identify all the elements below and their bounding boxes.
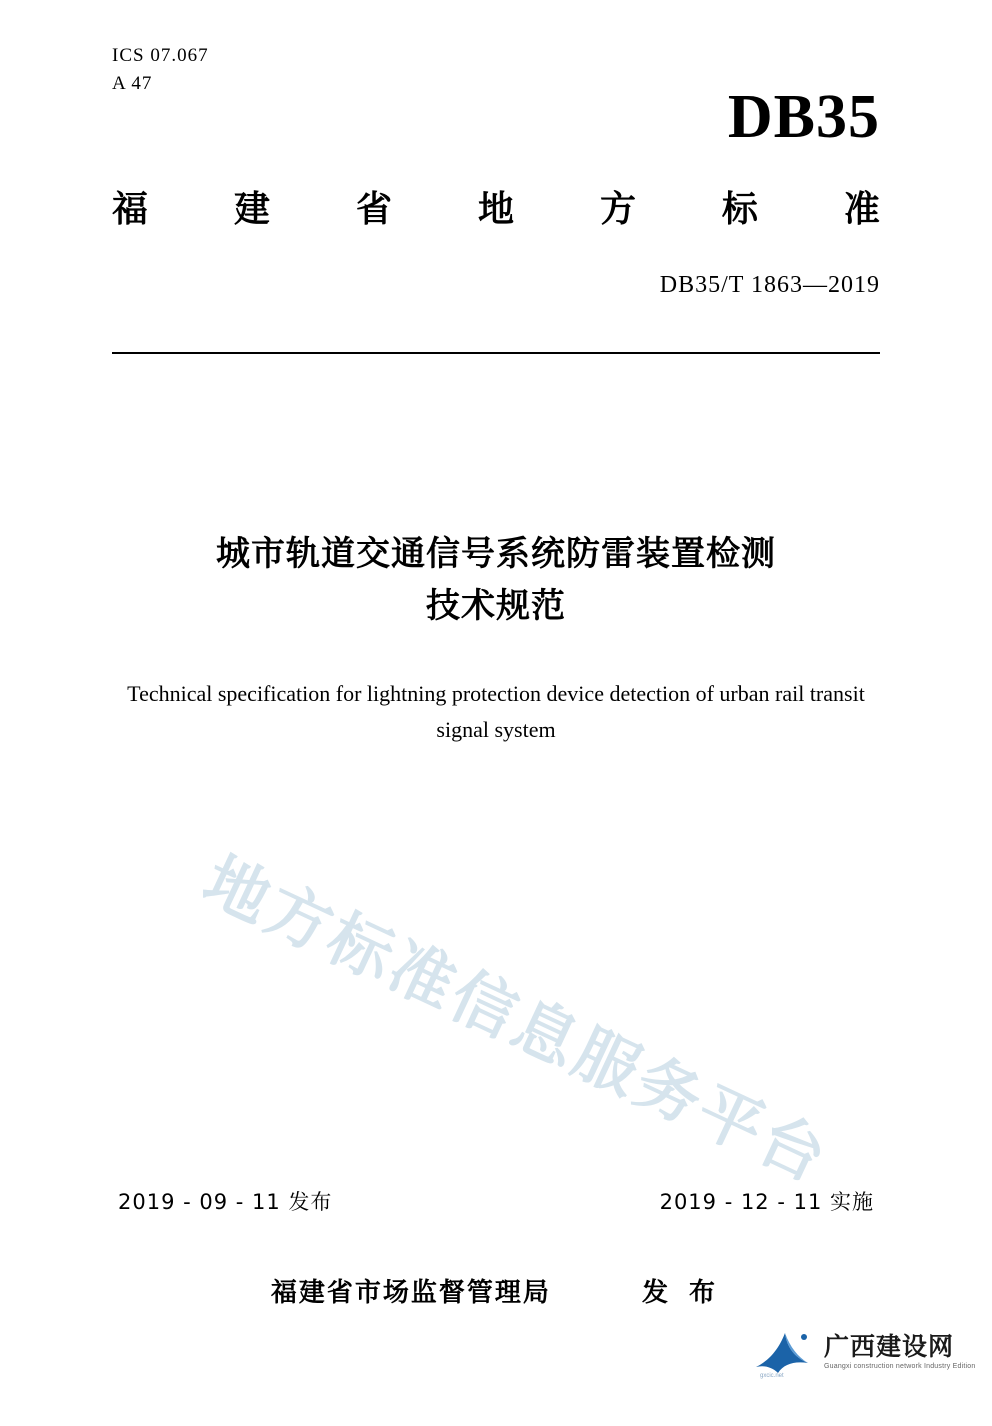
title-char-5: 标 bbox=[721, 189, 758, 230]
page-title-en-line2: signal system bbox=[436, 717, 556, 742]
page-title-cn-line1: 城市轨道交通信号系统防雷装置检测 bbox=[216, 534, 776, 574]
issue-label: 发 布 bbox=[642, 1278, 722, 1308]
standard-number: DB35/T 1863—2019 bbox=[659, 272, 880, 298]
title-char-3: 地 bbox=[477, 189, 514, 230]
ics-code: ICS 07.067 bbox=[112, 45, 209, 66]
corner-logo-cn: 广西建设网 bbox=[824, 1331, 955, 1361]
provincial-standard-title bbox=[112, 188, 880, 232]
publisher-name: 福建省市场监督管理局 bbox=[270, 1278, 551, 1308]
watermark-text: 地方标准信息服务平台 bbox=[192, 843, 840, 1199]
corner-logo bbox=[754, 1323, 980, 1381]
title-char-2: 省 bbox=[355, 189, 392, 230]
page-title-cn bbox=[112, 528, 880, 632]
page-title-en-line1: Technical specification for lightning protection device detection of urban rail transit bbox=[127, 681, 865, 706]
corner-logo-en: Guangxi construction network Industry Edition bbox=[824, 1363, 976, 1371]
title-char-6: 准 bbox=[843, 189, 880, 230]
page-title-cn-line2: 技术规范 bbox=[426, 586, 566, 626]
standard-series-mark: DB35 bbox=[727, 83, 880, 151]
header-divider bbox=[112, 352, 880, 354]
logo-domain: gxcic.net bbox=[760, 1373, 784, 1379]
implement-date: 2019 - 12 - 11 实施 bbox=[659, 1190, 874, 1214]
title-char-0: 福 bbox=[112, 189, 149, 230]
ics-classification-block bbox=[112, 42, 209, 98]
title-char-4: 方 bbox=[599, 189, 636, 230]
star-icon bbox=[754, 1327, 816, 1377]
corner-logo-text bbox=[824, 1333, 975, 1371]
page-title-en bbox=[112, 676, 880, 748]
title-char-1: 建 bbox=[233, 189, 270, 230]
publisher-line bbox=[0, 1272, 992, 1309]
classification-code: A 47 bbox=[112, 73, 153, 94]
publish-date: 2019 - 09 - 11 发布 bbox=[118, 1190, 333, 1214]
